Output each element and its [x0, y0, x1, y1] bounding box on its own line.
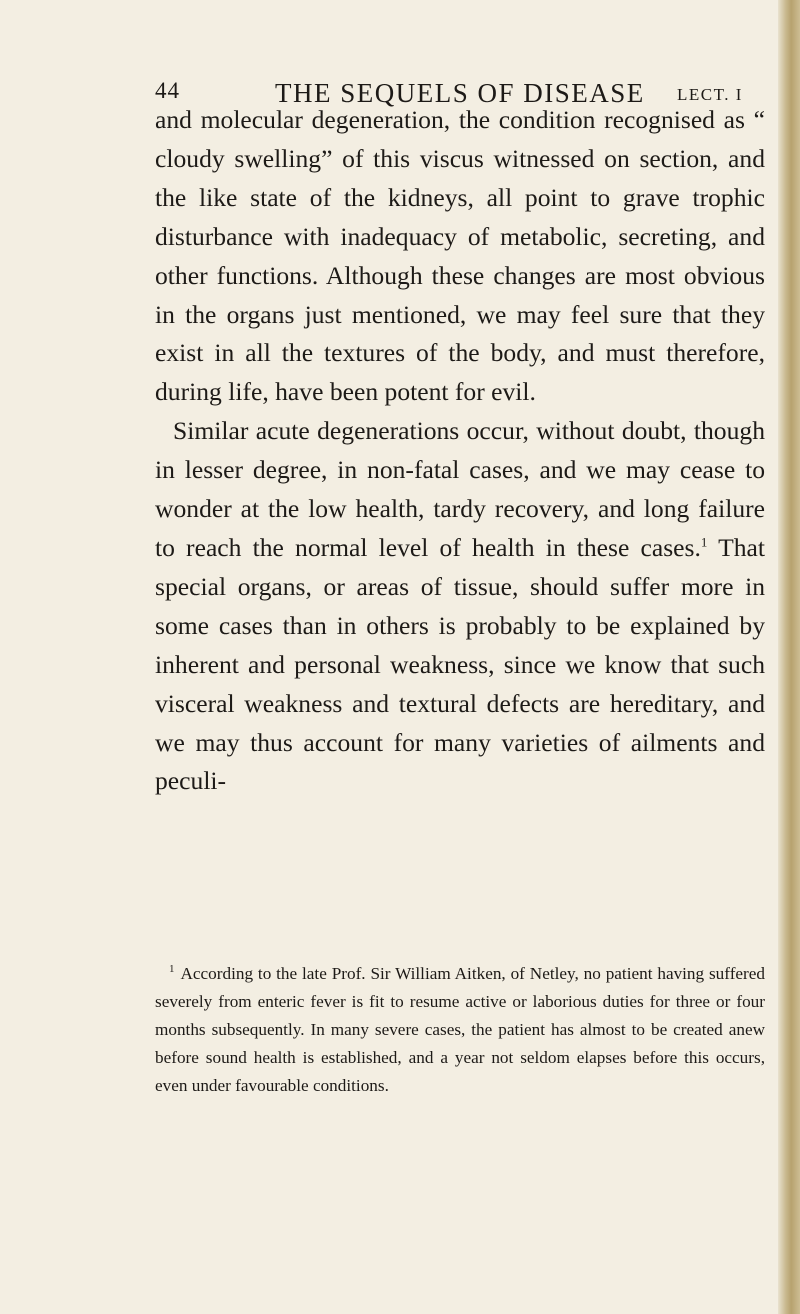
paragraph-2-text-a: Similar acute degenerations occur, without doubt, though in lesser degree, in non-fatal cases, and we may cease to wonder at the low health, tardy recovery, and long failure to reach the normal level of health in these cases. [155, 416, 765, 562]
page-edge [778, 0, 800, 1314]
running-head: THE SEQUELS OF DISEASE [275, 78, 645, 108]
paragraph-1: and molecular degeneration, the condition recognised as “ cloudy swelling” of this viscus witnessed on section, and the like state of the kidneys, all point to grave trophic disturbance with inadequacy of metabolic, secreting, and other functions. Although these changes are most obvious in the organs just mentioned, we may feel sure that they exist in all the textures of the body, and must therefore, during life, have been potent for evil. [155, 105, 765, 407]
footnote-reference: 1 [700, 534, 708, 550]
footnote [155, 960, 765, 1100]
footnote-mark: 1 [169, 963, 175, 976]
footnote-body: According to the late Prof. Sir William Aitken, of Netley, no patient having suffered severely from enteric fever is fit to resume active or laborious duties for three or four months subsequently. In many severe cases, the patient has almost to be created anew before sound health is established, and a year not seldom elapses before this occurs, even under favourable conditions. [155, 964, 765, 1096]
body-text [155, 101, 765, 801]
footnote-text [155, 960, 765, 1100]
lecture-reference: LECT. I [677, 85, 743, 104]
page-number: 44 [155, 78, 180, 103]
paragraph-2 [155, 412, 765, 801]
paragraph-2-text-b: That special organs, or areas of tissue, should suffer more in some cases than in others is probably to be explained by inherent and personal weakness, since we know that such visceral weakness and textural defects are hereditary, and we may thus account for many varieties of ailments and peculi- [155, 532, 765, 796]
